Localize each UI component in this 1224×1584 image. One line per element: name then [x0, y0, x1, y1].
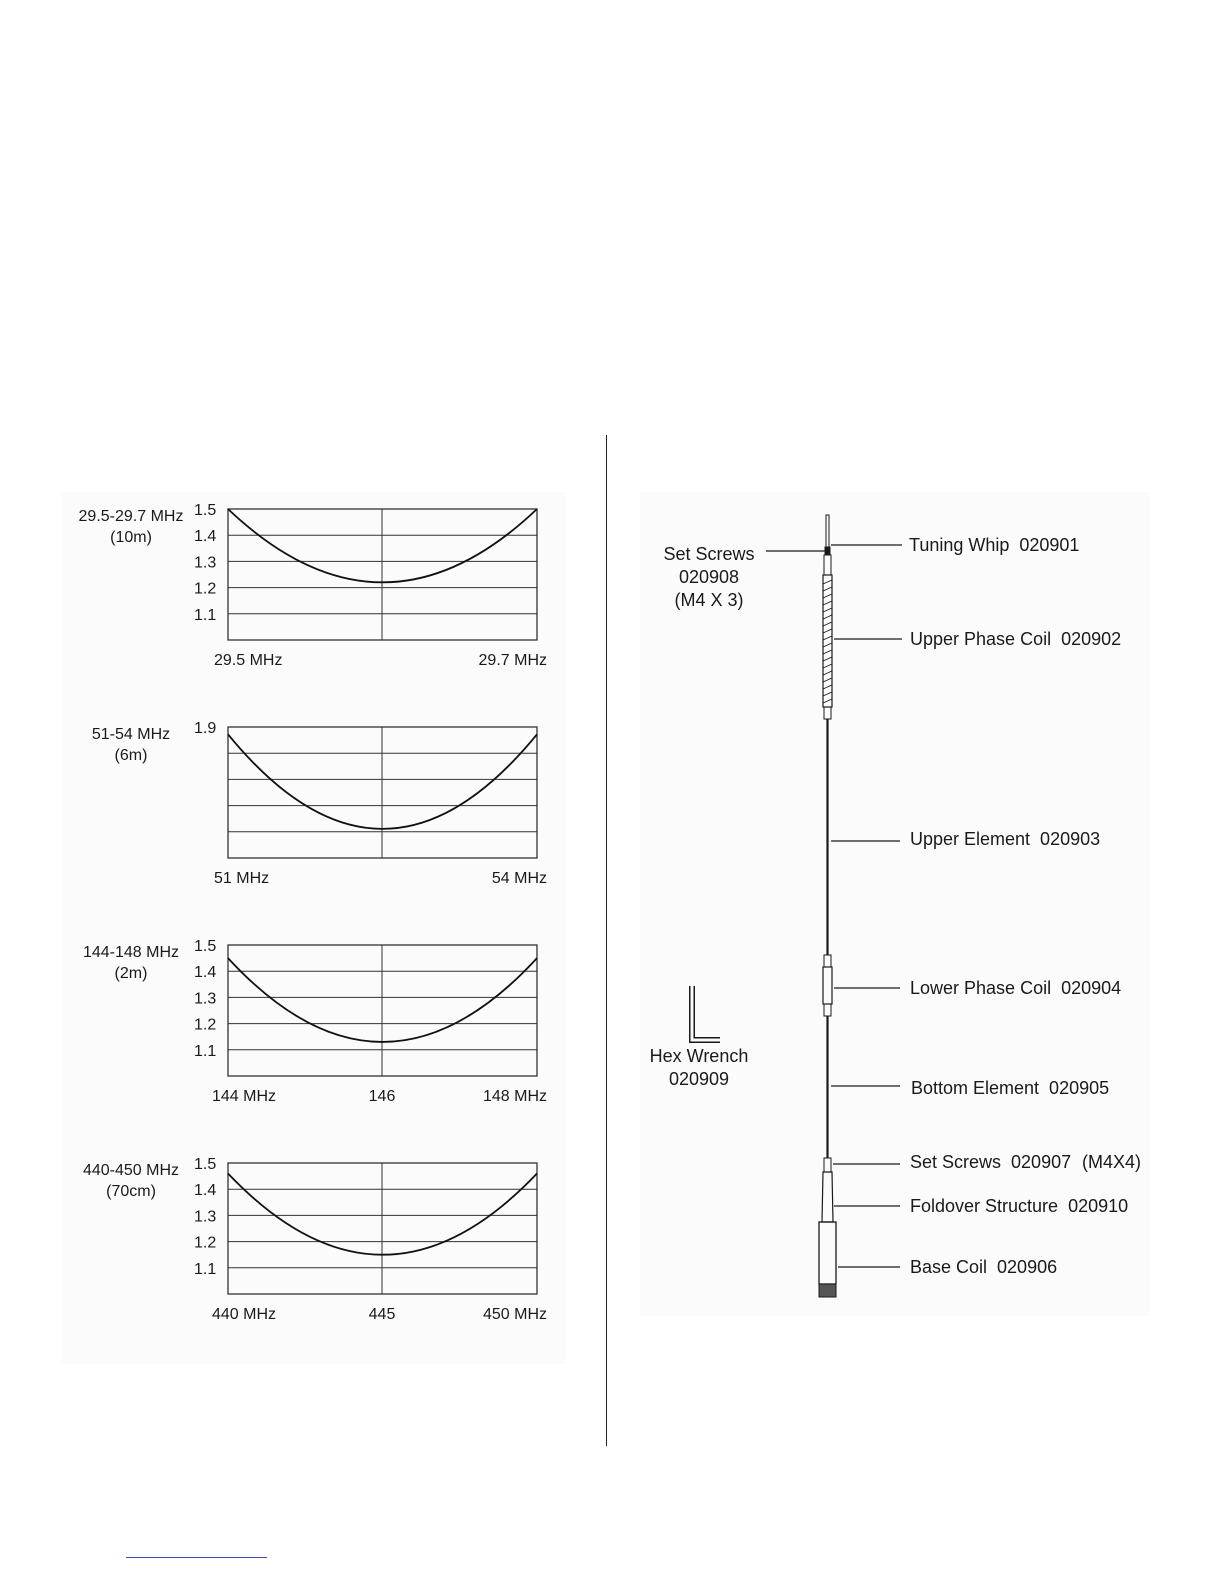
chart-1-band-label: 29.5-29.7 MHz — [78, 508, 184, 525]
base-coil-body — [819, 1222, 836, 1284]
coil-winding — [823, 580, 832, 584]
upper-coil-windings — [823, 580, 832, 703]
label-foldover-structure: Foldover Structure 020910 — [910, 1196, 1129, 1216]
chart-2-x-tick-label: 54 MHz — [491, 870, 547, 887]
lower-coil-bottom-ferrule — [824, 1004, 831, 1016]
coil-winding — [823, 692, 832, 696]
coil-winding — [823, 636, 832, 640]
label-hex-wrench-1: Hex Wrench — [649, 1046, 749, 1066]
chart-1-y-tick-label: 1.3 — [194, 554, 217, 572]
upper-coil-ferrule — [824, 707, 831, 719]
label-bottom-element: Bottom Element 020905 — [911, 1078, 1110, 1098]
chart-3-y-tick-label: 1.3 — [194, 990, 217, 1008]
chart-3-y-tick-label: 1.2 — [194, 1016, 217, 1034]
coil-winding — [823, 608, 832, 612]
coil-winding — [823, 594, 832, 598]
chart-1-y-tick-label: 1.4 — [194, 528, 217, 546]
chart-3-x-tick-label: 148 MHz — [482, 1088, 547, 1105]
upper-coil-cap — [824, 555, 831, 575]
coil-winding — [823, 664, 832, 668]
antenna-diagram — [819, 515, 836, 1297]
label-set-screws-lower: Set Screws 020907 — [910, 1152, 1072, 1172]
coil-winding — [823, 622, 832, 626]
chart-3-y-tick-label: 1.4 — [194, 964, 217, 982]
chart-1-y-tick-label: 1.1 — [194, 606, 217, 624]
chart-4-x-tick-label: 450 MHz — [482, 1306, 547, 1323]
label-tuning-whip: Tuning Whip 020901 — [909, 535, 1080, 555]
coil-winding — [823, 587, 832, 591]
coil-winding — [823, 657, 832, 661]
label-set-screws-top-2: 020908 — [678, 567, 740, 587]
foldover-structure-body — [822, 1172, 833, 1222]
coil-winding — [823, 699, 832, 703]
chart-3-x-tick-label: 144 MHz — [212, 1088, 277, 1105]
base-coil-thread — [819, 1284, 836, 1297]
lower-coil-top-ferrule — [824, 955, 831, 967]
swr-charts — [79, 502, 547, 1323]
coil-winding — [823, 643, 832, 647]
label-upper-element: Upper Element 020903 — [910, 829, 1101, 849]
callout-lines — [766, 545, 902, 1267]
chart-4-y-tick-label: 1.4 — [194, 1182, 217, 1200]
label-upper-phase-coil: Upper Phase Coil 020902 — [910, 629, 1122, 649]
chart-4-y-tick-label: 1.3 — [194, 1208, 217, 1226]
coil-winding — [823, 678, 832, 682]
coil-winding — [823, 685, 832, 689]
chart-2-band-name: (6m) — [114, 747, 148, 764]
hex-wrench-icon — [692, 986, 720, 1040]
coil-winding — [823, 650, 832, 654]
chart-1-x-tick-label: 29.5 MHz — [214, 652, 283, 669]
lower-set-screw-collar — [824, 1158, 831, 1172]
label-set-screws-top-1: Set Screws — [663, 544, 755, 564]
chart-3-y-tick-label: 1.5 — [194, 938, 217, 955]
chart-1-x-tick-label: 29.7 MHz — [478, 652, 547, 669]
chart-4-y-tick-label: 1.2 — [194, 1234, 217, 1252]
chart-3-band-name: (2m) — [114, 965, 148, 982]
chart-4-band-label: 440-450 MHz — [82, 1162, 180, 1179]
chart-1-y-tick-label: 1.5 — [194, 502, 217, 519]
chart-2-x-tick-label: 51 MHz — [214, 870, 270, 887]
chart-3-y-tick-label: 1.1 — [194, 1042, 217, 1060]
chart-2-y-tick-label: 1.9 — [194, 720, 217, 737]
chart-3-x-tick-label: 146 — [368, 1088, 396, 1105]
coil-winding — [823, 615, 832, 619]
chart-4-band-name: (70cm) — [106, 1183, 156, 1200]
part-labels — [650, 535, 1141, 1277]
chart-4-y-tick-label: 1.5 — [194, 1156, 217, 1173]
chart-4-y-tick-label: 1.1 — [194, 1260, 217, 1278]
coil-winding — [823, 601, 832, 605]
label-set-screws-top-3: (M4 X 3) — [674, 590, 744, 610]
chart-3-band-label: 144-148 MHz — [82, 944, 180, 961]
label-base-coil: Base Coil 020906 — [910, 1257, 1058, 1277]
hex-wrench-icon-inner — [692, 986, 720, 1040]
chart-2-band-label: 51-54 MHz — [91, 726, 171, 743]
lower-phase-coil-body — [823, 967, 832, 1004]
tuning-whip-rod — [826, 515, 829, 547]
label-lower-phase-coil: Lower Phase Coil 020904 — [910, 978, 1122, 998]
chart-1-y-tick-label: 1.2 — [194, 580, 217, 598]
top-set-screw-collar — [825, 547, 830, 554]
coil-winding — [823, 671, 832, 675]
chart-4-x-tick-label: 440 MHz — [212, 1306, 277, 1323]
chart-4-x-tick-label: 445 — [368, 1306, 396, 1323]
label-hex-wrench-2: 020909 — [668, 1069, 730, 1089]
chart-1-band-name: (10m) — [110, 529, 152, 546]
label-set-screws-lower-size: (M4X4) — [1082, 1152, 1142, 1172]
coil-winding — [823, 629, 832, 633]
